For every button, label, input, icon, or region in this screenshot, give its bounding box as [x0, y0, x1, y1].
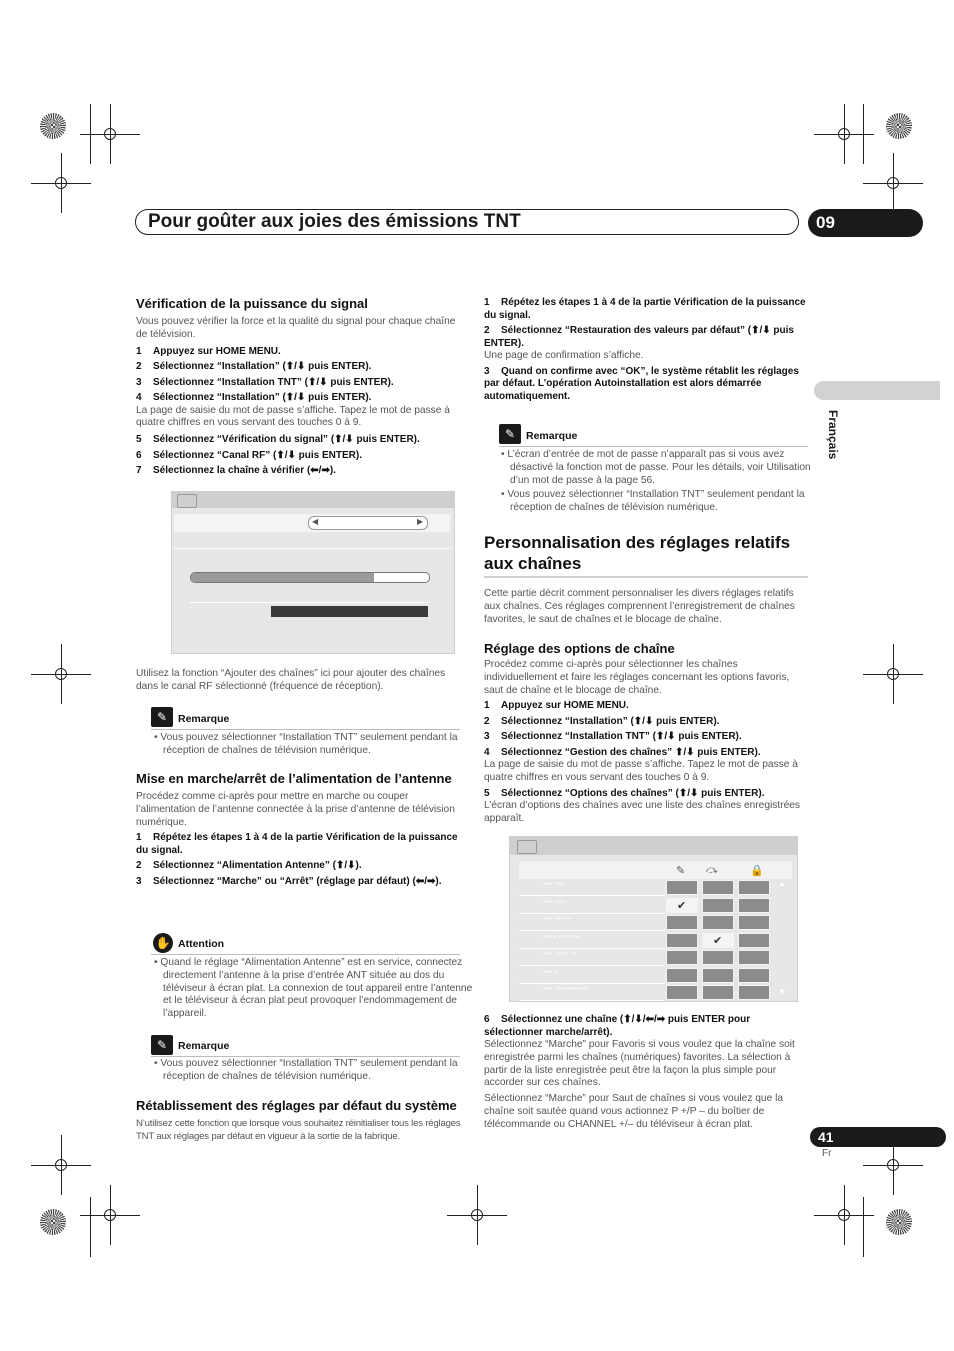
page-language-code: Fr — [822, 1148, 832, 1159]
section-title: Rétablissement des réglages par défaut du système — [136, 1098, 457, 1113]
step-3: 3 Sélectionnez “Installation TNT” (⬆/⬇ puis ENTER). — [484, 731, 742, 743]
channel-row[interactable] — [519, 967, 665, 984]
channel-row[interactable] — [519, 914, 665, 931]
note-title: Remarque — [178, 1040, 230, 1052]
step-5-text: L’écran d’options des chaînes avec une liste des chaînes enregistrées apparaît. — [484, 800, 801, 825]
step-5: 5 Sélectionnez “Options des chaînes” (⬆/⬇ puis ENTER). — [484, 787, 765, 799]
divider — [174, 548, 450, 549]
step-2: 2 Sélectionnez “Installation” (⬆/⬇ puis ENTER). — [484, 715, 720, 727]
page-number: 41 — [810, 1127, 946, 1147]
channel-name: *** ********** — [543, 987, 588, 994]
caution-divider — [151, 954, 460, 955]
lock-cell[interactable] — [738, 968, 770, 983]
channel-row[interactable] — [519, 879, 665, 896]
step-4: 4 Sélectionnez “Gestion des chaînes” ⬆/⬇ puis ENTER). — [484, 746, 761, 758]
caution-title: Attention — [178, 938, 225, 950]
channel-row[interactable] — [519, 984, 665, 1001]
note-divider — [151, 729, 460, 730]
channel-name: *** *** — [543, 899, 565, 907]
screen-header — [510, 837, 797, 855]
step-6: 6 Sélectionnez une chaîne (⬆/⬇/⬅/➡ puis ENTER pour sélectionner marche/arrêt). — [484, 1014, 751, 1038]
step-5: 5 Sélectionnez “Vérification du signal” (⬆/⬇ puis ENTER). — [136, 434, 420, 446]
scroll-down-icon[interactable]: ▼ — [778, 987, 786, 996]
check-icon: ✔ — [677, 899, 687, 912]
skip-cell[interactable] — [702, 985, 734, 1000]
step-6-text-2: Sélectionnez “Marche” pour Saut de chaînes si vous voulez que la chaîne soit sautée quand vous actionnez P +/P – du boîtier de télécommande ou CHANNEL +/– du téléviseur à écran plat. — [484, 1093, 784, 1130]
lock-cell[interactable] — [738, 950, 770, 965]
rf-channel-selector[interactable] — [308, 516, 428, 530]
channel-row[interactable] — [519, 949, 665, 966]
channel-options-screen — [509, 836, 798, 1002]
step-1: 1 Appuyez sur HOME MENU. — [136, 345, 281, 357]
section-signal-check — [136, 296, 462, 478]
language-tab — [814, 381, 940, 400]
lock-icon: 🔒 — [750, 865, 764, 877]
section-restore-steps — [484, 297, 808, 403]
note-text-1: • L’écran d’entrée de mot de passe n’apparaît pas si vous avez désactivé la fonction mot de passe. Pour les détails, voir Utilisation d’un mot de passe à la page 56. — [501, 449, 811, 486]
section-channel-options — [484, 641, 808, 826]
channel-name: *** **** ** — [543, 952, 577, 959]
step-2: 2 Sélectionnez “Installation” (⬆/⬇ puis ENTER). — [136, 361, 372, 373]
skip-cell[interactable] — [702, 950, 734, 965]
step-6-text-1: Sélectionnez “Marche” pour Favoris si vous voulez que la chaîne soit enregistrée parmi les chaînes (numériques) favorites. La sélection à partir de la liste enregistrée peut être la façon la plus simple pour accorder sur ces chaînes. — [484, 1039, 795, 1089]
step-4-text: La page de saisie du mot de passe s’affiche. Tapez le mot de passe à quatre chiffres en vous servant des touches 0 à 9. — [136, 404, 450, 429]
note-title: Remarque — [526, 430, 578, 442]
step-3: 3 Sélectionnez “Installation TNT” (⬆/⬇ puis ENTER). — [136, 376, 394, 388]
note-text: • Vous pouvez sélectionner “Installation TNT” seulement pendant la réception de chaînes de télévision numérique. — [154, 732, 458, 756]
step-7: 7 Sélectionnez la chaîne à vérifier (⬅/➡). — [136, 465, 336, 477]
note-icon: ✎ — [151, 1035, 173, 1055]
favorite-icon: ✎ — [676, 865, 686, 877]
right-arrow-icon: ▶ — [417, 517, 424, 526]
caution-text: • Quand le réglage “Alimentation Antenne” est en service, connectez directement l’antenne à la prise d’entrée ANT située au dos du téléviseur à écran plat. La connexion de tout appareil entre l’antenne et le téléviseur à écran plat peut provoquer l’endommagement de l’appareil. — [154, 957, 473, 1020]
section-restore-defaults — [136, 1098, 464, 1144]
customize-intro: Cette partie décrit comment personnaliser les divers réglages relatifs aux chaînes. Ces réglages comprennent l’enregistrement de chaînes favorites, le saut de chaînes et le blocage de chaîne. — [484, 588, 795, 625]
lock-cell[interactable] — [738, 898, 770, 913]
favorite-cell[interactable] — [666, 880, 698, 895]
favorite-cell[interactable] — [666, 950, 698, 965]
note-icon: ✎ — [499, 424, 521, 444]
language-label: Français — [826, 410, 840, 460]
check-icon: ✔ — [713, 934, 723, 947]
section-title: Vérification de la puissance du signal — [136, 296, 368, 311]
lock-cell[interactable] — [738, 915, 770, 930]
step-2: 2 Sélectionnez “Alimentation Antenne” (⬆/⬇). — [136, 860, 362, 872]
step-1: 1 Répétez les étapes 1 à 4 de la partie Vérification de la puissance du signal. — [484, 297, 806, 321]
tv-icon — [177, 494, 197, 508]
channel-name: *** *** — [543, 882, 565, 889]
lock-cell[interactable] — [738, 880, 770, 895]
lock-cell[interactable] — [738, 933, 770, 948]
lock-cell[interactable] — [738, 985, 770, 1000]
step-3: 3 Sélectionnez “Marche” ou “Arrêt” (réglage par défaut) (⬅/➡). — [136, 875, 442, 887]
signal-level-fill — [191, 573, 374, 582]
favorite-cell[interactable] — [666, 898, 698, 913]
intro-text: Vous pouvez vérifier la force et la qualité du signal pour chaque chaîne de télévision. — [136, 316, 456, 340]
step-2-text: Une page de confirmation s’affiche. — [484, 350, 644, 361]
tv-icon — [517, 840, 537, 854]
section-divider — [484, 576, 808, 578]
skip-cell[interactable] — [702, 915, 734, 930]
channel-name: *** * — [543, 969, 559, 977]
intro-text: Procédez comme ci-après pour mettre en marche ou couper l’alimentation de l’antenne connectée à la prise d’antenne de télévision numérique. — [136, 791, 455, 828]
step-4: 4 Sélectionnez “Installation” (⬆/⬇ puis ENTER). — [136, 392, 372, 404]
intro-text: Procédez comme ci-après pour sélectionner les chaînes individuellement et faire les réglages concernant les options favoris, saut de chaîne et le blocage de chaîne. — [484, 659, 790, 696]
scroll-up-icon[interactable]: ▲ — [778, 879, 786, 888]
page-title: Pour goûter aux joies des émissions TNT — [148, 211, 521, 232]
note-icon: ✎ — [151, 707, 173, 727]
skip-icon: ⤼ — [706, 864, 718, 876]
section-title: Réglage des options de chaîne — [484, 641, 675, 656]
step-4-text: La page de saisie du mot de passe s’affiche. Tapez le mot de passe à quatre chiffres en vous servant des touches 0 à 9. — [484, 759, 798, 784]
note-divider — [499, 446, 808, 447]
step-3: 3 Quand on confirme avec “OK”, le système rétablit les réglages par défaut. L’opération Autoinstallation est alors démarrée automatiquement. — [484, 365, 799, 402]
step-2: 2 Sélectionnez “Restauration des valeurs par défaut” (⬆/⬇ puis ENTER). — [484, 325, 794, 349]
step-6: 6 Sélectionnez “Canal RF” (⬆/⬇ puis ENTER). — [136, 449, 363, 461]
skip-cell[interactable] — [702, 968, 734, 983]
note-title: Remarque — [178, 713, 230, 725]
favorite-cell[interactable] — [666, 933, 698, 948]
skip-cell[interactable] — [702, 933, 734, 948]
favorite-cell[interactable] — [666, 968, 698, 983]
caution-hand-icon: ✋ — [153, 933, 173, 953]
section-title: Mise en marche/arrêt de l’alimentation de l’antenne — [136, 771, 452, 786]
divider — [190, 602, 430, 603]
intro-text: N’utilisez cette fonction que lorsque vous souhaitez réinitialiser tous les réglages TNT aux réglages par défaut en vigueur à la sortie de la fabrique. — [136, 1118, 461, 1142]
chapter-number: 09 — [808, 209, 923, 237]
skip-cell[interactable] — [702, 898, 734, 913]
favorite-cell[interactable] — [666, 985, 698, 1000]
signal-level-bar — [190, 572, 430, 583]
channel-name: *** ***** — [543, 917, 572, 924]
step-1: 1 Répétez les étapes 1 à 4 de la partie Vérification de la puissance du signal. — [136, 832, 458, 856]
note-text: • Vous pouvez sélectionner “Installation TNT” seulement pendant la réception de chaînes de télévision numérique. — [154, 1058, 458, 1082]
channel-name: **** ******* — [543, 934, 581, 942]
note-text-2: • Vous pouvez sélectionner “Installation TNT” seulement pendant la réception de chaînes de télévision numérique. — [501, 489, 805, 513]
signal-check-screen — [171, 491, 455, 654]
add-channels-text: Utilisez la fonction “Ajouter des chaînes” ici pour ajouter des chaînes dans le canal RF sélectionné (fréquence de réception). — [136, 668, 446, 692]
step-1: 1 Appuyez sur HOME MENU. — [484, 700, 629, 712]
section-title-customize: Personnalisation des réglages relatifs aux chaînes — [484, 533, 791, 573]
screen-header — [172, 492, 454, 508]
left-arrow-icon: ◀ — [312, 517, 319, 526]
favorite-cell[interactable] — [666, 915, 698, 930]
section-antenna-power — [136, 771, 462, 888]
add-channels-button[interactable] — [271, 606, 428, 617]
channel-row[interactable] — [519, 897, 665, 914]
channel-row[interactable] — [519, 932, 665, 949]
skip-cell[interactable] — [702, 880, 734, 895]
note-divider — [151, 1056, 460, 1057]
channel-options-step6 — [484, 1014, 808, 1132]
